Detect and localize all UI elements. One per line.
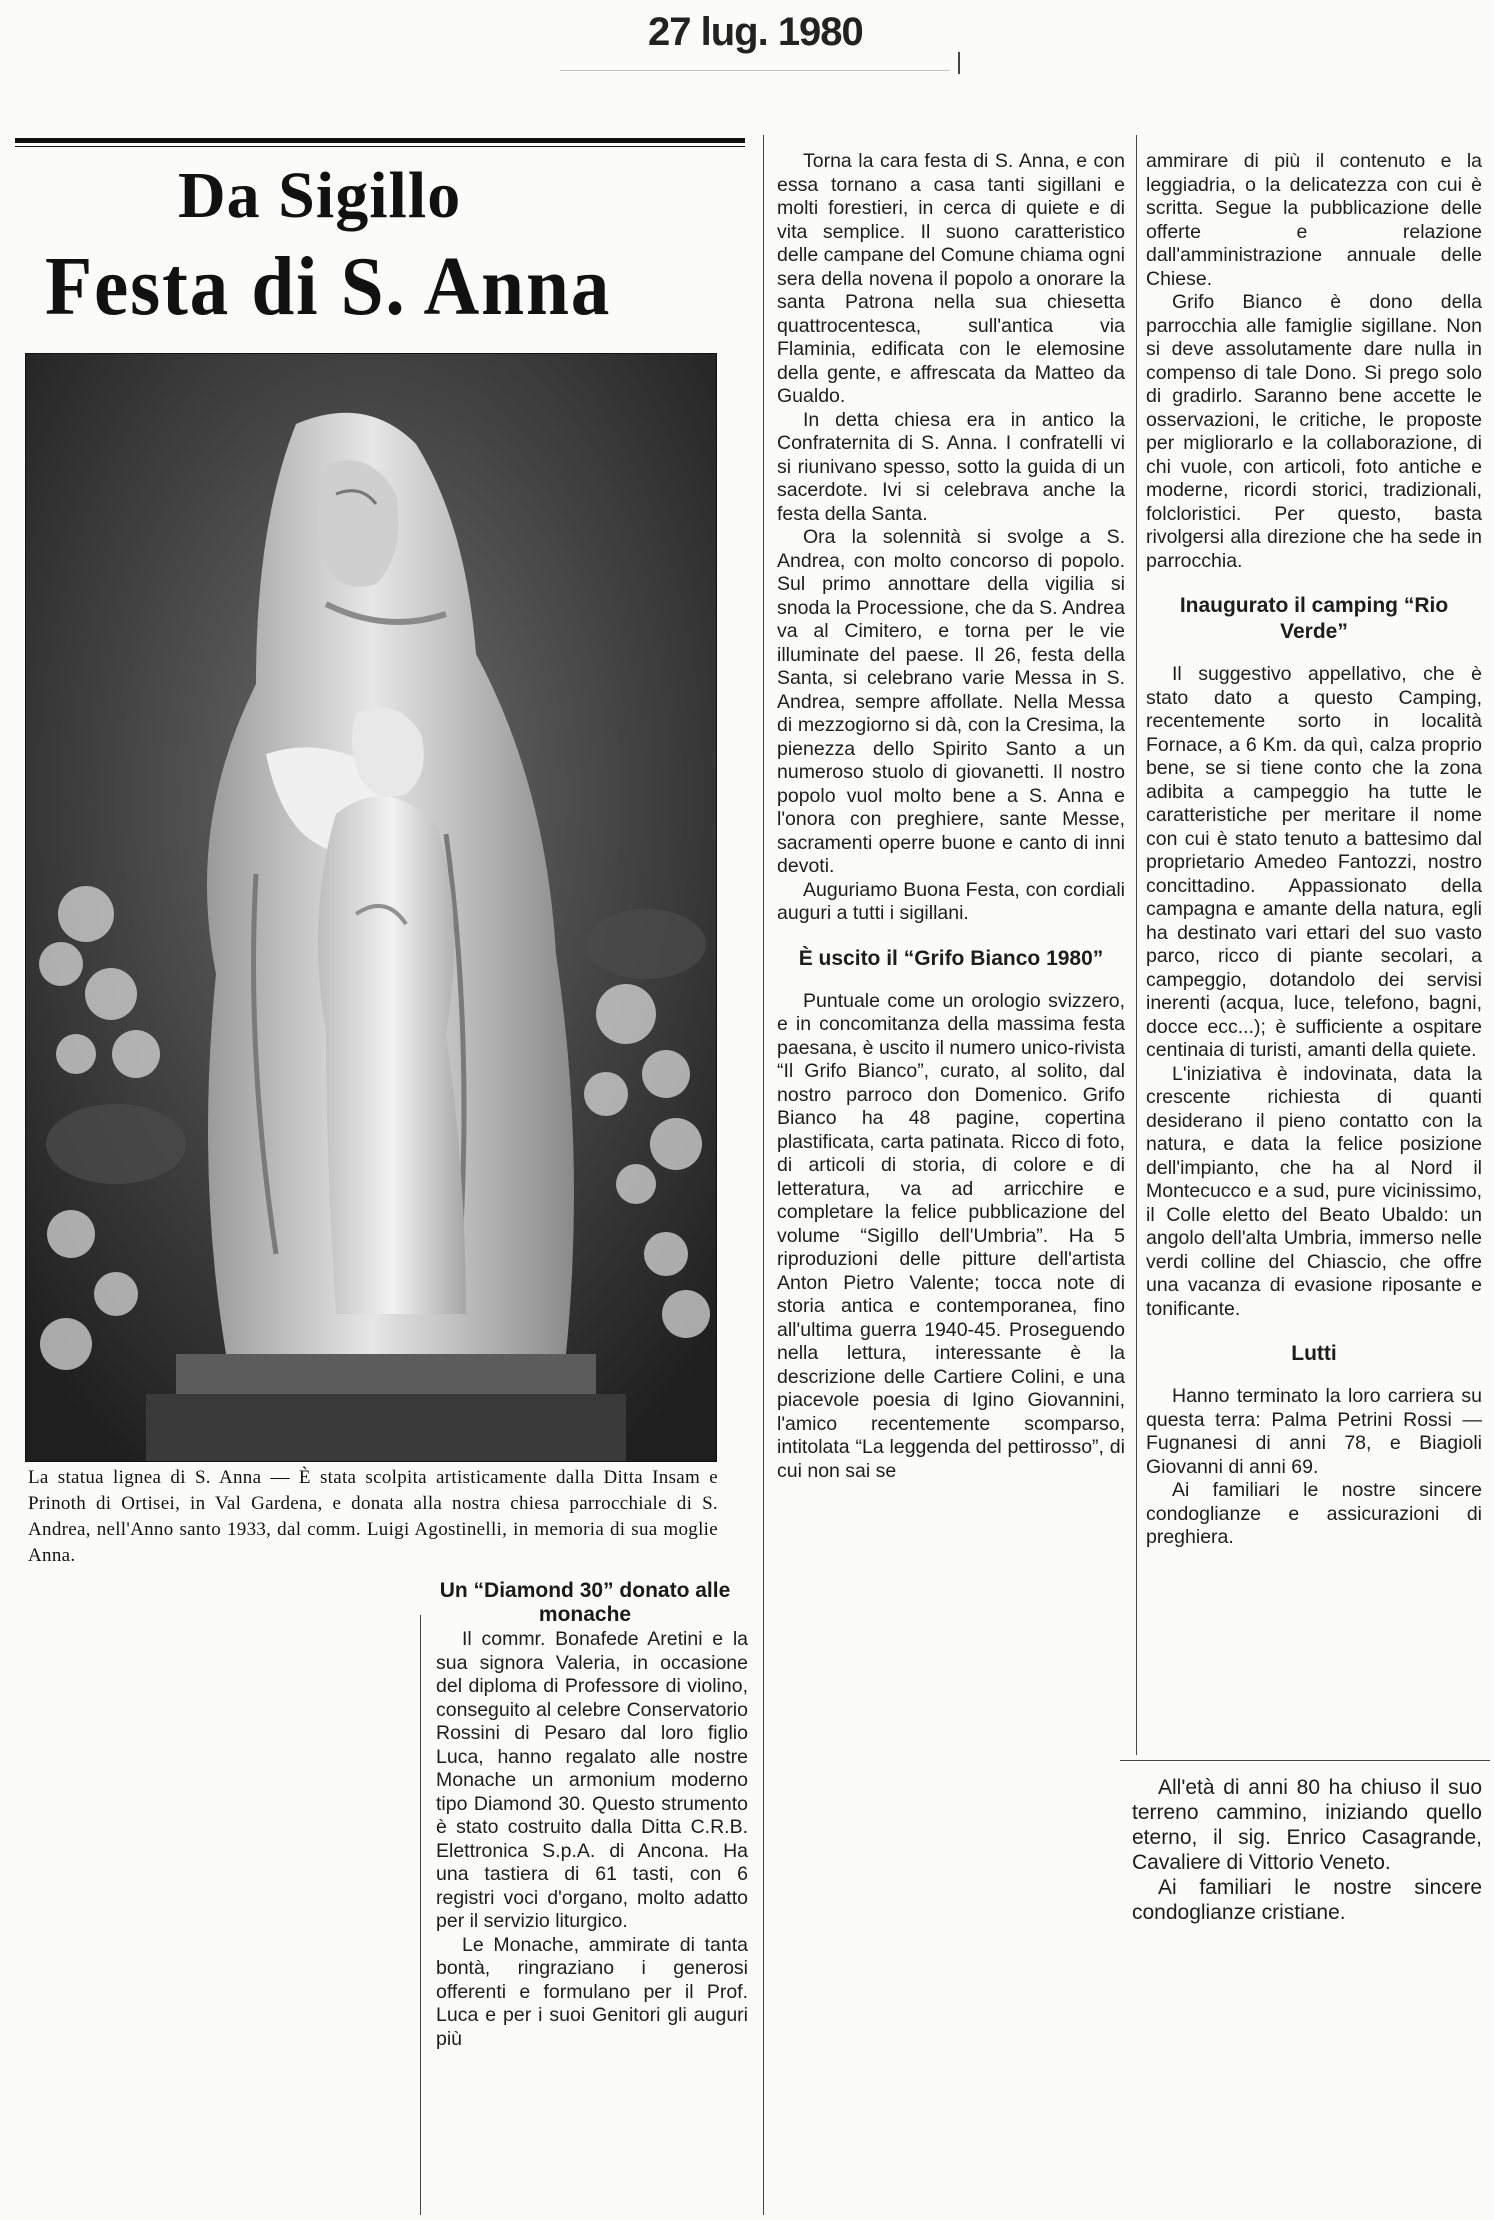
column-2 [777,150,1125,1483]
col3-paragraph: Grifo Bianco è dono della parrocchia alle famiglie sigillane. Non si deve assolutamente dare nulla in compenso di tale Dono. Si prego solo di gradirlo. Saranno bene accette le osservazioni, le critiche, le proposte per migliorarlo e la collaborazione, di chi vuole, con articoli, foto antiche e moderne, ricordi storici, tradizionali, folcloristici. Per questo, basta rivolgersi alla direzione che ha sede in parrocchia. [1146,291,1482,572]
date-stamp: 27 lug. 1980 [648,10,863,54]
col2-paragraph: Ora la solennità si svolge a S. Andrea, con molto concorso di popolo. Sul primo annottare della vigilia si snoda la Processione, che da S. Andrea va al Cimitero, e torna per le vie illuminate del paese. Il 26, festa della Santa, si celebrano varie Messa in S. Andrea, sempre affollate. Nella Messa di mezzogiorno si dà, con la Cresima, la pienezza dello Spirito Santo a un numeroso stuolo di giovanetti. Il nostro popolo vuol molto bene a S. Anna e l'onora con preghiere, sante Messe, sacramenti operre buone e canto di inni devoti. [777,526,1125,877]
column-rule [763,135,764,2215]
obituary [1132,1775,1482,1925]
top-rule [15,138,745,143]
diamond-heading: Un “Diamond 30” donato alle monache [439,1579,731,1626]
camping-heading: Inaugurato il camping “Rio Verde” [1179,594,1449,643]
photo-caption: La statua lignea di S. Anna — È stata scolpita artisticamente dalla Ditta Insam e Prinoth di Ortisei, in Val Gardena, e donata alla nostra chiesa parrocchiale di S. Andrea, nell'Anno santo 1933, dal comm. Luigi Agostinelli, in memoria di sua moglie Anna. [28,1467,718,1566]
grifo-heading: È uscito il “Grifo Bianco 1980” [798,946,1104,970]
col2-paragraph: Torna la cara festa di S. Anna, e con essa tornano a casa tanti sigillani e molti forestieri, in cerca di quiete e di vita semplice. Il suono caratteristico delle campane del Comune chiama ogni sera della novena il popolo a onorare la santa Patrona nella sua chiesetta quattrocentesca, sull'antica via Flaminia, edificata con le elemosine della gente, e affrescata da Matteo da Gualdo. [777,150,1125,407]
col3-paragraph: ammirare di più il contenuto e la leggiadria, o la delicatezza con cui è scritta. Segue la pubblicazione delle offerte e relazione dall'amministrazione annuale delle Chiese. [1146,150,1482,290]
headline: Festa di S. Anna [45,240,612,333]
col2-paragraph: In detta chiesa era in antico la Confraternita di S. Anna. I confratelli vi si riunivano spesso, sotto la guida di un sacerdote. Ivi si celebrava anche la festa della Santa. [777,408,1125,525]
lutti-paragraph: Ai familiari le nostre sincere condoglianze e assicurazioni di preghiera. [1146,1479,1482,1548]
column-rule [420,1615,421,2215]
statue-illustration [26,354,716,1461]
diamond-paragraph: Le Monache, ammirate di tanta bontà, ringraziano i generosi offerenti e formulano per il Prof. Luca e per i suoi Genitori gli auguri più [436,1933,748,2050]
stamp-tick [958,52,960,74]
lutti-heading: Lutti [1291,1342,1337,1365]
camping-paragraph: Il suggestivo appellativo, che è stato dato a questo Camping, recentemente sorto in località Fornace, a 6 Km. da quì, calza proprio bene, se si tiene conto che la zona adibita a campeggio ha tutte le caratteristiche per meritare il nome con cui è stato tenuto a battesimo dal proprietario Amedeo Fantozzi, nostro concittadino. Appassionato della campagna e amante della natura, egli ha destinato vari ettari del suo vasto parco, ricco di piante secolari, a campeggio, dotandolo dei servisi inerenti (acqua, luce, telefono, bagni, docce ecc...); è sufficiente a ospitare centinaia di turisti, amanti della quiete. [1146,663,1482,1061]
diamond-article [436,1628,748,2051]
grifo-paragraph: Puntuale come un orologio svizzero, e in concomitanza della massima festa paesana, è uscito il numero unico-rivista “Il Grifo Bianco”, curato, al solito, dal nostro parroco don Domenico. Grifo Bianco ha 48 pagine, copertina plastificata, carta patinata. Ricco di foto, di articoli di storia, di colore e di letteratura, va ad arricchire e completare la felice pubblicazione del volume “Sigillo dell'Umbria”. Ha 5 riproduzioni delle pitture dell'artista Anton Pietro Valente; tocca note di storia antica e contemporanea, fino all'ultima guerra 1940-45. Proseguendo nella lettura, interessante è la descrizione delle Cartiere Colini, e una piacevole poesia di Igino Giovannini, l'amico recentemente scomparso, intitolata “La leggenda del pettirosso”, di cui non sai se [777,989,1125,1482]
stamp-underline [560,70,950,71]
obit-rule [1120,1760,1490,1761]
statue-photo [25,353,717,1462]
obit-paragraph: All'età di anni 80 ha chiuso il suo terreno cammino, iniziando quello eterno, il sig. Enrico Casagrande, Cavaliere di Vittorio Veneto. [1132,1776,1482,1874]
col2-paragraph: Auguriamo Buona Festa, con cordiali auguri a tutti i sigillani. [777,878,1125,924]
top-rule-thin [15,146,745,147]
camping-paragraph: L'iniziativa è indovinata, data la crescente richiesta di quanti desiderano il pieno contatto con la natura, e data la felice posizione dell'impianto, che ha al Nord il Montecucco e a sud, pure vicinissimo, il Colle eletto del Beato Ubaldo: un angolo dell'alta Umbria, immerso nelle verdi colline del Chiascio, che offre una vacanza di evasione riposante e tonificante. [1146,1062,1482,1320]
diamond-paragraph: Il commr. Bonafede Aretini e la sua signora Valeria, in occasione del diploma di Professore di violino, conseguito al celebre Conservatorio Rossini di Pesaro dal loro figlio Luca, hanno regalato alle nostre Monache un armonium moderno tipo Diamond 30. Questo strumento è stato costruito dalla Ditta C.R.B. Elettronica S.p.A. di Ancona. Ha una tastiera di 61 tasti, con 6 registri voci d'organo, molto adatto per il servizio liturgico. [436,1628,748,1932]
kicker: Da Sigillo [178,159,462,232]
column-3 [1146,150,1482,1550]
obit-paragraph: Ai familiari le nostre sincere condoglianze cristiane. [1132,1876,1482,1924]
lutti-paragraph: Hanno terminato la loro carriera su questa terra: Palma Petrini Rossi — Fugnanesi di anni 78, e Biagioli Giovanni di anni 69. [1146,1385,1482,1478]
column-rule [1136,135,1137,1755]
